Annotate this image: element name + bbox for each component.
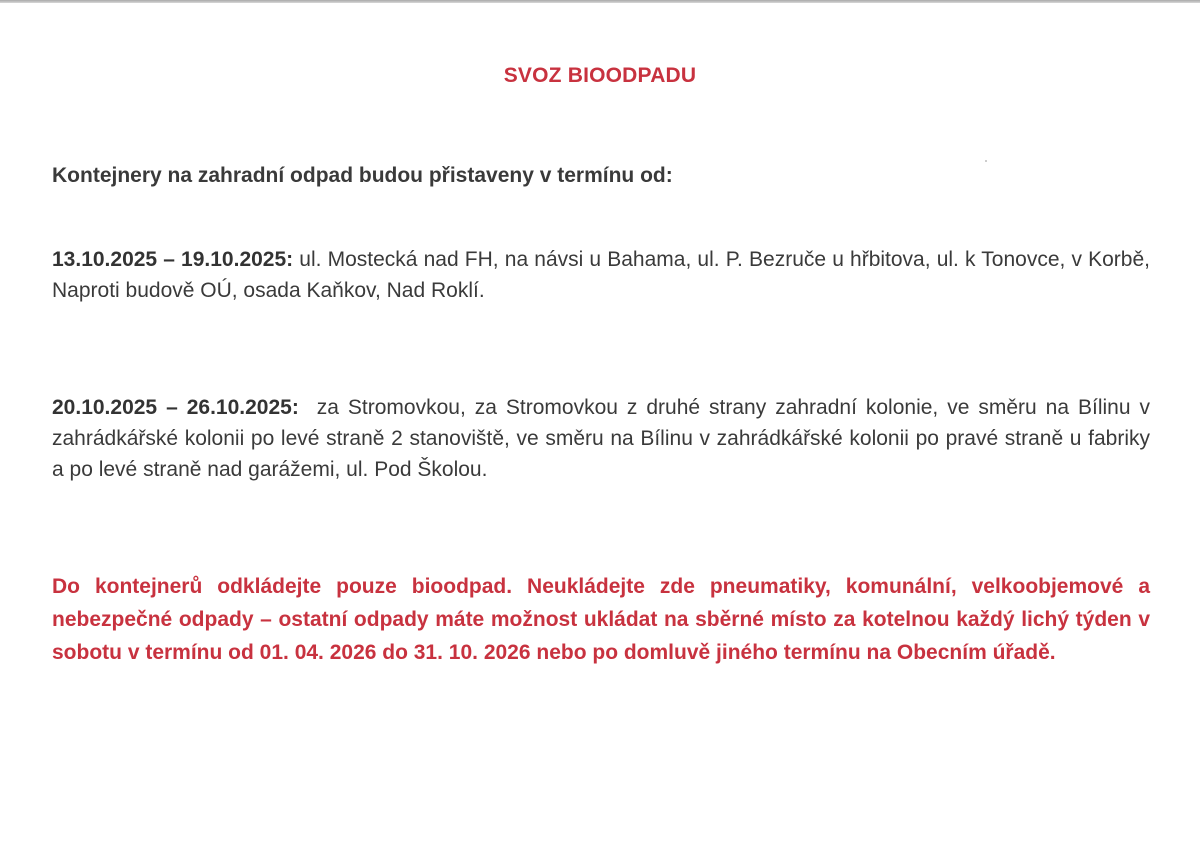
intro-text: Kontejnery na zahradní odpad budou přistaveny v termínu od:: [52, 164, 673, 187]
schedule-locations-1: ul. Mostecká nad FH, na návsi u Bahama, ul. P. Bezruče u hřbitova, ul. k Tonovce, v Korbě, Naproti budově OÚ, osada Kaňkov, Nad Roklí.: [52, 248, 1150, 302]
schedule-period-2: 20.10.2025 – 26.10.2025:: [52, 396, 299, 419]
document-title: SVOZ BIOODPADU: [503, 64, 697, 87]
scan-speck: [985, 160, 987, 162]
scan-edge: [0, 0, 1200, 3]
schedule-period-1: 13.10.2025 – 19.10.2025:: [52, 248, 294, 271]
schedule-entry-2: [52, 392, 1150, 485]
warning-notice: Do kontejnerů odkládejte pouze bioodpad. Neukládejte zde pneumatiky, komunální, velkoobjemové a nebezpečné odpady – ostatní odpady máte možnost ukládat na sběrné místo za kotelnou každý lichý týden v sobotu v termínu od 01. 04. 2026 do 31. 10. 2026 nebo po domluvě jiného termínu na Obecním úřadě.: [52, 575, 1150, 664]
schedule-entry-1: [52, 244, 1150, 306]
schedule-locations-2: za Stromovkou, za Stromovkou z druhé strany zahradní kolonie, ve směru na Bílinu v zahrádkářské kolonii po levé straně 2 stanoviště, ve směru na Bílinu v zahrádkářské kolonii po pravé straně u fabriky a po levé straně nad garážemi, ul. Pod Školou.: [52, 396, 1151, 481]
